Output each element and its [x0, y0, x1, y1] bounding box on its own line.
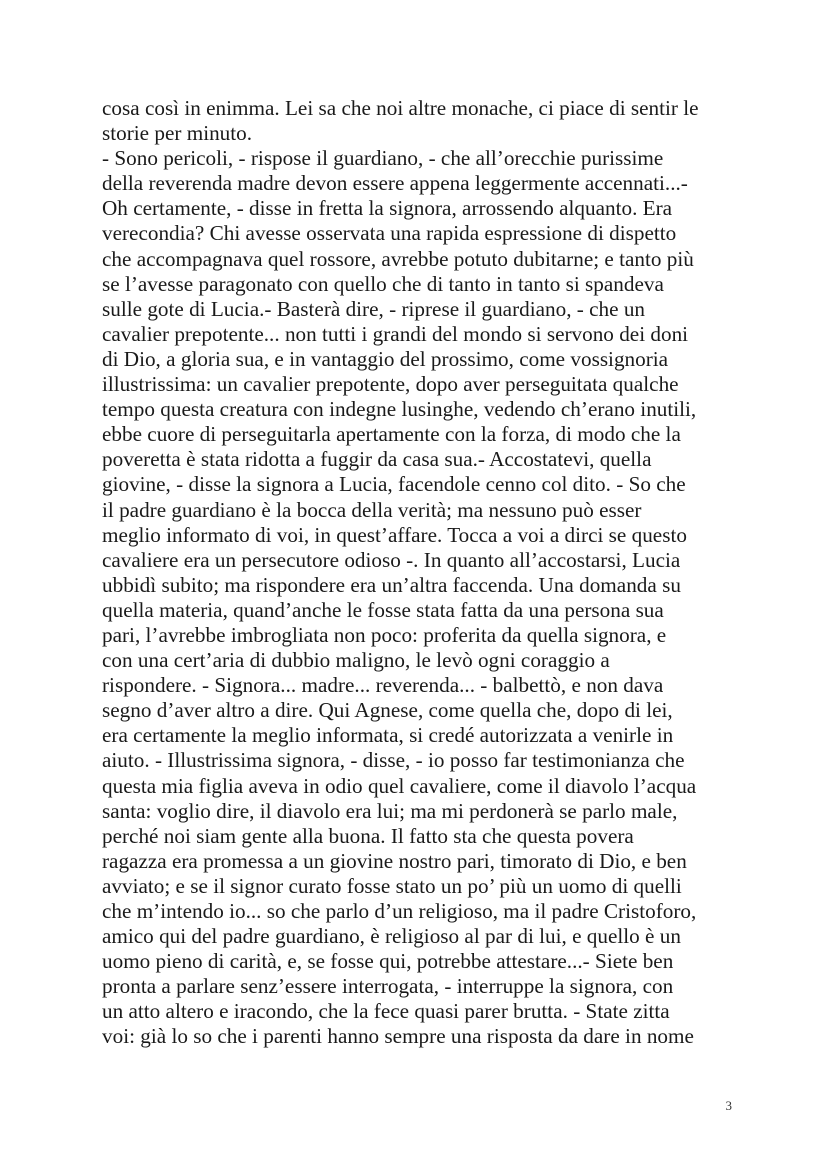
text-line-7: che accompagnava quel rossore, avrebbe potuto dubitarne; e tanto più	[102, 246, 694, 271]
text-line-36: pronta a parlare senz’essere interrogata, - interruppe la signora, con	[102, 974, 674, 999]
text-line-29: santa: voglio dire, il diavolo era lui; ma mi perdonerà se parlo male,	[102, 798, 678, 823]
body-text	[102, 96, 742, 1050]
text-line-8: se l’avesse paragonato con quello che di tanto in tanto si spandeva	[102, 271, 664, 296]
text-line-20: ubbidì subito; ma rispondere era un’altra faccenda. Una domanda su	[102, 572, 681, 597]
text-line-17: il padre guardiano è la bocca della verità; ma nessuno può esser	[102, 497, 642, 522]
text-line-33: che m’intendo io... so che parlo d’un religioso, ma il padre Cristoforo,	[102, 899, 697, 923]
text-line-35: uomo pieno di carità, e, se fosse qui, potrebbe attestare...- Siete ben	[102, 949, 674, 974]
text-line-27: aiuto. - Illustrissima signora, - disse, - io posso far testimonianza che	[102, 748, 685, 773]
text-line-11: di Dio, a gloria sua, e in vantaggio del prossimo, come vossignoria	[102, 346, 669, 371]
text-line-14: ebbe cuore di perseguitarla apertamente con la forza, di modo che la	[102, 422, 681, 447]
text-line-22: pari, l’avrebbe imbrogliata non poco: proferita da quella signora, e	[102, 622, 667, 647]
text-line-30: perché noi siam gente alla buona. Il fatto sta che questa povera	[102, 823, 634, 848]
text-line-5: Oh certamente, - disse in fretta la signora, arrossendo alquanto. Era	[102, 196, 673, 221]
text-line-2: storie per minuto.	[102, 121, 253, 146]
text-line-3: - Sono pericoli, - rispose il guardiano, - che all’orecchie purissime	[102, 146, 664, 171]
text-line-18: meglio informato di voi, in quest’affare. Tocca a voi a dirci se questo	[102, 522, 687, 547]
text-line-37: un atto altero e iracondo, che la fece quasi parer brutta. - State zitta	[102, 999, 670, 1024]
text-line-13: tempo questa creatura con indegne lusinghe, vedendo ch’erano inutili,	[102, 397, 697, 422]
text-line-15: poveretta è stata ridotta a fuggir da casa sua.- Accostatevi, quella	[102, 447, 652, 472]
text-line-28: questa mia figlia aveva in odio quel cavaliere, come il diavolo l’acqua	[102, 773, 697, 798]
text-line-26: era certamente la meglio informata, si credé autorizzata a venirle in	[102, 723, 674, 748]
text-line-25: segno d’aver altro a dire. Qui Agnese, come quella che, dopo di lei,	[102, 698, 673, 723]
text-line-31: ragazza era promessa a un giovine nostro pari, timorato di Dio, e ben	[102, 848, 687, 873]
text-line-10: cavalier prepotente... non tutti i grandi del mondo si servono dei doni	[102, 321, 689, 346]
text-line-16: giovine, - disse la signora a Lucia, facendole cenno col dito. - So che	[102, 472, 686, 497]
text-line-24: rispondere. - Signora... madre... reverenda... - balbettò, e non dava	[102, 673, 664, 698]
text-line-1: cosa così in enimma. Lei sa che noi altre monache, ci piace di sentir le	[102, 96, 699, 120]
text-line-38: voi: già lo so che i parenti hanno sempre una risposta da dare in nome	[102, 1024, 694, 1049]
text-line-32: avviato; e se il signor curato fosse stato un po’ più un uomo di quelli	[102, 873, 682, 898]
text-line-19: cavaliere era un persecutore odioso -. In quanto all’accostarsi, Lucia	[102, 547, 681, 572]
text-line-12: illustrissima: un cavalier prepotente, dopo aver perseguitata qualche	[102, 372, 679, 397]
text-line-34: amico qui del padre guardiano, è religioso al par di lui, e quello è un	[102, 924, 681, 949]
page-number: 3	[725, 1098, 732, 1113]
text-line-23: con una cert’aria di dubbio maligno, le levò ogni coraggio a	[102, 648, 610, 673]
text-line-6: verecondia? Chi avesse osservata una rapida espressione di dispetto	[102, 221, 677, 246]
text-line-9: sulle gote di Lucia.- Basterà dire, - riprese il guardiano, - che un	[102, 296, 646, 321]
text-line-4: della reverenda madre devon essere appena leggermente accennati...-	[102, 171, 688, 196]
text-line-21: quella materia, quand’anche le fosse stata fatta da una persona sua	[102, 597, 664, 622]
